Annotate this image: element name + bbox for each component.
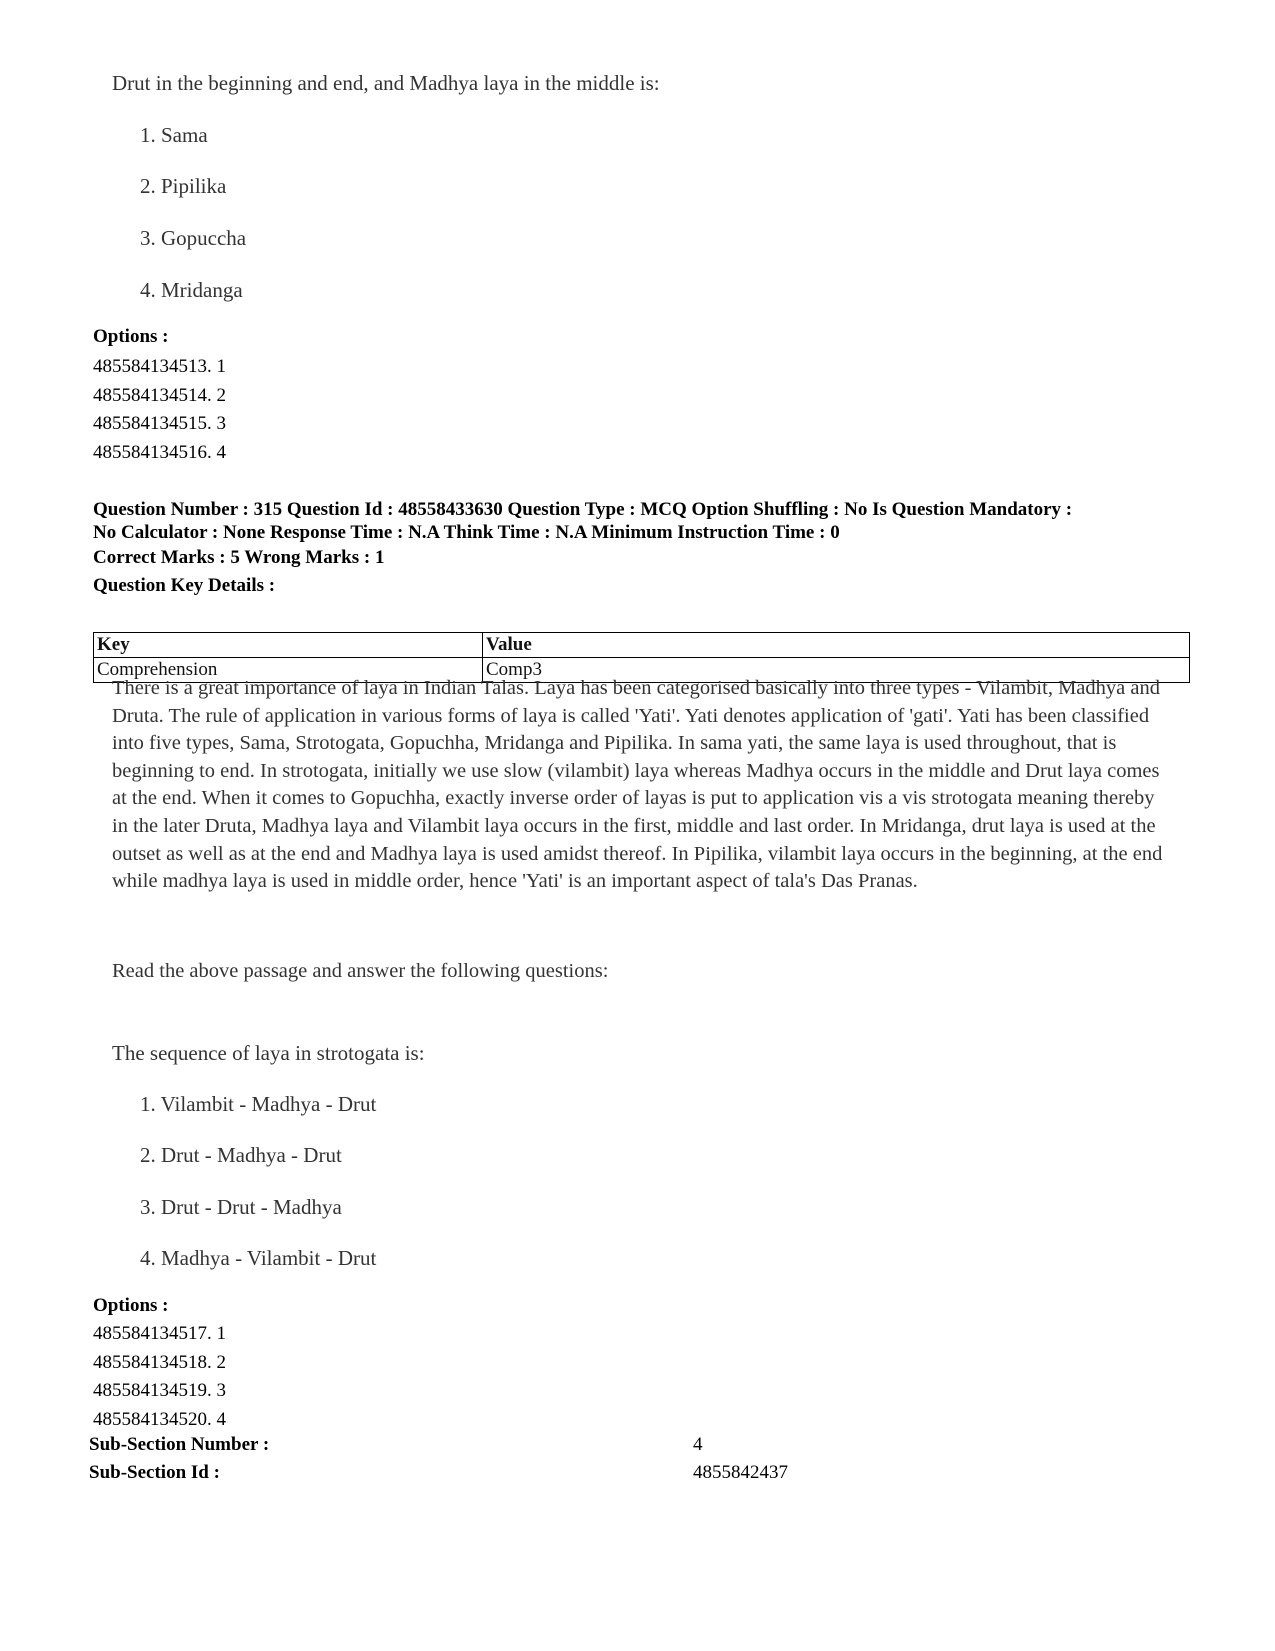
subsection-number-label: Sub-Section Number : <box>89 1434 270 1455</box>
q1-choice-3: 3. Gopuccha <box>140 226 247 250</box>
table-header-key: Key <box>94 633 483 658</box>
q2-option-3: 485584134519. 3 <box>93 1380 226 1401</box>
q2-option-4: 485584134520. 4 <box>93 1408 226 1430</box>
table-cell-key: Comprehension <box>94 658 483 683</box>
subsection-id-value: 4855842437 <box>693 1462 788 1483</box>
q1-option-4: 485584134516. 4 <box>93 441 226 463</box>
q2-choice-3: 3. Drut - Drut - Madhya <box>140 1195 342 1219</box>
q2-option-1: 485584134517. 1 <box>93 1323 226 1344</box>
q2-marks: Correct Marks : 5 Wrong Marks : 1 <box>93 547 385 568</box>
q2-choice-1: 1. Vilambit - Madhya - Drut <box>140 1092 377 1116</box>
q2-stem: The sequence of laya in strotogata is: <box>112 1041 425 1065</box>
passage-instruction: Read the above passage and answer the following questions: <box>112 960 609 982</box>
q2-meta-line-2: No Calculator : None Response Time : N.A Think Time : N.A Minimum Instruction Time : 0 <box>93 522 840 543</box>
q2-choice-2: 2. Drut - Madhya - Drut <box>140 1143 342 1167</box>
q1-option-2: 485584134514. 2 <box>93 384 226 406</box>
comprehension-passage: There is a great importance of laya in Indian Talas. Laya has been categorised basically into three types - Vilambit, Madhya and Druta. The rule of application in various forms of laya is called 'Yati'. Yati denotes application of 'gati'. Yati has been classified into five types, Sama, Strotogata, Gopuchha, Mridanga and Pipilika. In sama yati, the same laya is used throughout, that is beginning to end. In strotogata, initially we use slow (vilambit) laya whereas Madhya occurs in the middle and Drut laya comes at the end. When it comes to Gopuchha, exactly inverse order of layas is put to application vis a vis strotogata meaning thereby in the later Druta, Madhya laya and Vilambit laya occurs in the first, middle and last order. In Mridanga, drut laya is used at the outset as well as at the end and Madhya laya is used amidst thereof. In Pipilika, vilambit laya occurs in the beginning, at the end while madhya laya is used in middle order, hence 'Yati' is an important aspect of tala's Das Pranas. <box>112 677 1163 893</box>
subsection-number-value: 4 <box>693 1434 703 1455</box>
table-cell-value: Comp3 <box>483 658 1190 683</box>
subsection-id-label: Sub-Section Id : <box>89 1462 220 1483</box>
q2-key-details-label: Question Key Details : <box>93 575 276 596</box>
q1-option-3: 485584134515. 3 <box>93 413 226 434</box>
q2-meta <box>93 498 1203 544</box>
table-header-row <box>94 633 1190 658</box>
q2-choice-4: 4. Madhya - Vilambit - Drut <box>140 1246 377 1270</box>
q2-options-list <box>93 1320 226 1434</box>
q2-options-label: Options : <box>93 1295 169 1316</box>
q1-option-1: 485584134513. 1 <box>93 356 226 377</box>
q1-stem: Drut in the beginning and end, and Madhya laya in the middle is: <box>112 71 660 95</box>
q1-options-label: Options : <box>93 326 169 347</box>
q1-choice-2: 2. Pipilika <box>140 174 227 198</box>
q1-choice-1: 1. Sama <box>140 123 208 147</box>
q1-choice-4: 4. Mridanga <box>140 278 243 302</box>
q2-option-2: 485584134518. 2 <box>93 1351 226 1373</box>
table-header-value: Value <box>483 633 1190 658</box>
q2-meta-line-1: Question Number : 315 Question Id : 48558433630 Question Type : MCQ Option Shuffling : No Is Question Mandatory : <box>93 499 1073 520</box>
q1-options-list <box>93 353 226 467</box>
